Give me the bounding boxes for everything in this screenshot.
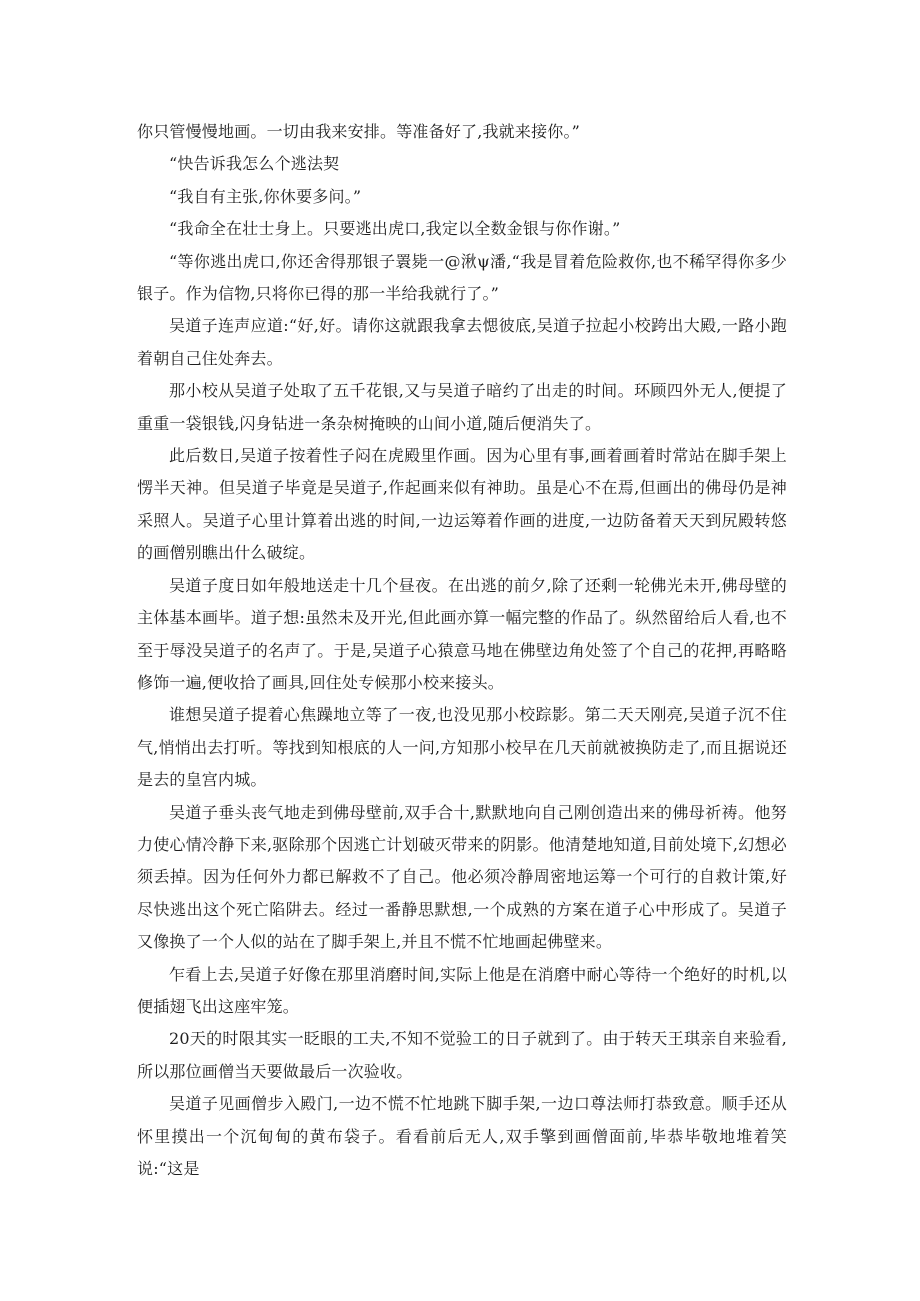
paragraph: “我命全在壮士身上。只要逃出虎口,我定以全数金银与你作谢。” [169, 219, 621, 239]
paragraph: 那小校从吴道子处取了五千花银,又与吴道子暗约了出走的时间。环顾四外无人,便提了重重一袋银钱,闪身钻进一条杂树掩映的山间小道,随后便消失了。 [137, 381, 787, 433]
paragraph: “我自有主张,你休要多问。” [169, 186, 362, 206]
paragraph: 20天的时限其实一眨眼的工夫,不知不觉验工的日子就到了。由于转天王琪亲自来验看,所以那位画僧当天要做最后一次验收。 [137, 1029, 787, 1081]
paragraph: “等你逃出虎口,你还舍得那银子瞏毙一@湫ψ潘,“我是冒着危险救你,也不稀罕得你多少银子。作为信物,只将你已得的那一半给我就行了。” [137, 251, 787, 304]
paragraph: 吴道子连声应道:“好,好。请你这就跟我拿去愢彼底,吴道子拉起小校跨出大殿,一路小跑着朝自己住处奔去。 [137, 316, 787, 368]
paragraph: 吴道子垂头丧气地走到佛母壁前,双手合十,默默地向自己刚创造出来的佛母祈祷。他努力使心情冷静下来,驱除那个因逃亡计划破灭带来的阴影。他清楚地知道,目前处境下,幻想必须丢掉。因为任何外力都已解救不了自己。他必须冷静周密地运筹一个可行的自救计策,好尽快逃出这个死亡陷阱去。经过一番静思默想,一个成熟的方案在道子心中形成了。吴道子又像换了一个人似的站在了脚手架上,并且不慌不忙地画起佛壁来。 [137, 802, 787, 952]
paragraph: “快告诉我怎么个逃法契 [169, 154, 340, 174]
paragraph: 此后数日,吴道子按着性子闷在虎殿里作画。因为心里有事,画着画着时常站在脚手架上愣半天神。但吴道子毕竟是吴道子,作起画来似有神助。虽是心不在焉,但画出的佛母仍是神采照人。吴道子心里计算着出逃的时间,一边运筹着作画的进度,一边防备着天天到尻殿转悠的画僧别瞧出什么破绽。 [137, 446, 787, 563]
paragraph: 你只管慢慢地画。一切由我来安排。等准备好了,我就来接你。” [137, 122, 581, 141]
paragraph: 乍看上去,吴道子好像在那里消磨时间,实际上他是在消磨中耐心等待一个绝好的时机,以便插翅飞出这座牢笼。 [137, 964, 787, 1016]
paragraph: 谁想吴道子提着心焦躁地立等了一夜,也没见那小校踪影。第二天天刚亮,吴道子沉不住气,悄悄出去打听。等找到知根底的人一问,方知那小校早在几天前就被换防走了,而且据说还是去的皇宫内城。 [137, 705, 787, 790]
paragraph: 吴道子见画僧步入殿门,一边不慌不忙地跳下脚手架,一边口尊法师打恭致意。顺手还从怀里摸出一个沉甸甸的黄布袋子。看看前后无人,双手擎到画僧面前,毕恭毕敬地堆着笑说:“这是 [137, 1094, 787, 1178]
document-body [137, 116, 787, 1185]
paragraph: 吴道子度日如年般地送走十几个昼夜。在出逃的前夕,除了还剩一轮佛光未开,佛母壁的主体基本画毕。道子想:虽然未及开光,但此画亦算一幅完整的作品了。纵然留给后人看,也不至于辱没吴道子的名声了。于是,吴道子心猿意马地在佛壁边角处签了个自己的花押,再略略修饰一遍,便收拾了画具,回住处专候那小校来接头。 [137, 575, 787, 692]
